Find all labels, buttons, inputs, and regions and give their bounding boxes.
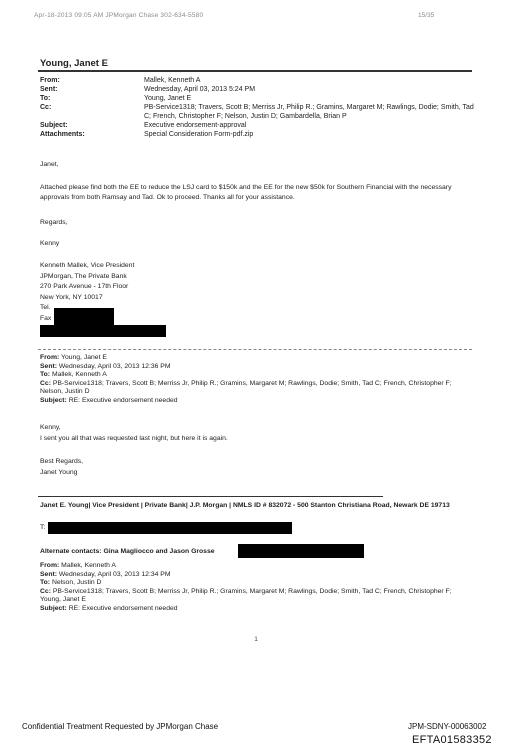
header-value: PB-Service1318; Travers, Scott B; Merriss Jr, Philip R.; Gramins, Margaret M; Rawlings, Dodie; Smith, Tad C; French, Christopher F; Nelson, Justin D; Gambardella, Brian P bbox=[144, 104, 474, 120]
subject-label: Subject: bbox=[40, 396, 67, 404]
subject-label: Subject: bbox=[40, 604, 67, 612]
reply1-greeting: Kenny, bbox=[40, 424, 61, 431]
from-value: Young, Janet E bbox=[61, 354, 107, 361]
header-key: Cc: bbox=[40, 104, 52, 111]
alternate-contacts: Alternate contacts: Gina Magliocco and Jason Grosse bbox=[40, 548, 215, 555]
sent-label: Sent: bbox=[40, 570, 57, 578]
header-key: From: bbox=[40, 77, 60, 84]
signature-fax: Fax bbox=[40, 314, 52, 322]
header-rule bbox=[38, 70, 472, 72]
redaction-box bbox=[48, 522, 292, 534]
page-number: 1 bbox=[254, 636, 258, 643]
msg1-greeting: Janet, bbox=[40, 161, 59, 168]
sent-value: Wednesday, April 03, 2013 12:36 PM bbox=[58, 362, 171, 370]
sent-value: Wednesday, April 03, 2013 12:34 PM bbox=[58, 570, 171, 578]
header-value: Executive endorsement-approval bbox=[144, 122, 247, 129]
msg1-signoff: Kenny bbox=[40, 240, 60, 247]
document-id: EFTA01583352 bbox=[412, 734, 492, 746]
header-key: Attachments: bbox=[40, 131, 85, 138]
young-signature-tel: T: bbox=[40, 524, 46, 531]
signature-tel: Tel. bbox=[40, 304, 51, 311]
redaction-box bbox=[54, 308, 114, 326]
cc-label: Cc: bbox=[40, 379, 51, 387]
bates-number: JPM-SDNY-00063002 bbox=[408, 722, 487, 731]
reply1-paragraph: I sent you all that was requested last night, but here it is again. bbox=[40, 435, 228, 442]
signature-name: Kenneth Mallek, Vice President bbox=[40, 262, 135, 269]
to-label: To: bbox=[40, 579, 51, 586]
reply1-signoff: Janet Young bbox=[40, 469, 78, 476]
cc-value: PB-Service1318; Travers, Scott B; Merriss Jr, Philip R.; Gramins, Margaret M; Rawlings, Dodie; Smith, Tad C; French, Christopher F; Nelson, Justin D bbox=[40, 379, 452, 395]
from-label: From: bbox=[40, 562, 60, 569]
cc-value: PB-Service1318; Travers, Scott B; Merriss Jr, Philip R.; Gramins, Margaret M; Rawlings, Dodie; Smith, Tad C; French, Christopher F; Young, Janet E bbox=[40, 587, 452, 603]
signature-company: JPMorgan, The Private Bank bbox=[40, 272, 127, 280]
header-value: Wednesday, April 03, 2013 5:24 PM bbox=[144, 86, 256, 93]
to-value: Mallek, Kenneth A bbox=[51, 371, 107, 378]
cc-label: Cc: bbox=[40, 587, 51, 595]
redaction-box bbox=[238, 544, 364, 558]
recipient-name: Young, Janet E bbox=[40, 58, 108, 69]
from-value: Mallek, Kenneth A bbox=[61, 562, 116, 569]
signature-address: 270 Park Avenue - 17th Floor bbox=[40, 283, 129, 290]
msg1-paragraph: Attached please find both the EE to reduce the LSJ card to $150k and the EE for the new $50k for Southern Financial with the necessary approvals from both Ramsay and Tad. Ok to proceed. Thanks all for your assistance. bbox=[40, 184, 452, 201]
from-label: From: bbox=[40, 354, 60, 361]
header-key: Subject: bbox=[40, 122, 68, 129]
header-value: Special Consideration Form-pdf.zip bbox=[144, 131, 254, 138]
signature-rule bbox=[38, 496, 383, 497]
redaction-box bbox=[40, 325, 166, 337]
subject-value: RE: Executive endorsement needed bbox=[68, 604, 178, 612]
subject-value: RE: Executive endorsement needed bbox=[68, 396, 178, 404]
reply1-header bbox=[40, 354, 470, 405]
fax-header: Apr-18-2013 09:05 AM JPMorgan Chase 302-634-5580 bbox=[34, 12, 204, 19]
fax-page-count: 15/35 bbox=[418, 12, 435, 19]
message-divider bbox=[38, 349, 472, 350]
header-value: Young, Janet E bbox=[144, 95, 192, 102]
header-value: Mallek, Kenneth A bbox=[144, 77, 201, 84]
sent-label: Sent: bbox=[40, 362, 57, 370]
young-signature-line: Janet E. Young| Vice President | Private Bank| J.P. Morgan | NMLS ID # 832072 - 500 Stanton Christiana Road, Newark DE 19713 bbox=[40, 502, 450, 509]
signature-city: New York, NY 10017 bbox=[40, 293, 103, 301]
reply2-header bbox=[40, 562, 470, 613]
to-value: Nelson, Justin D bbox=[51, 579, 102, 586]
confidential-footer: Confidential Treatment Requested by JPMorgan Chase bbox=[22, 722, 219, 731]
reply1-closing: Best Regards, bbox=[40, 458, 84, 465]
header-key: To: bbox=[40, 95, 51, 102]
header-key: Sent: bbox=[40, 86, 58, 93]
msg1-closing: Regards, bbox=[40, 219, 68, 226]
to-label: To: bbox=[40, 371, 51, 378]
